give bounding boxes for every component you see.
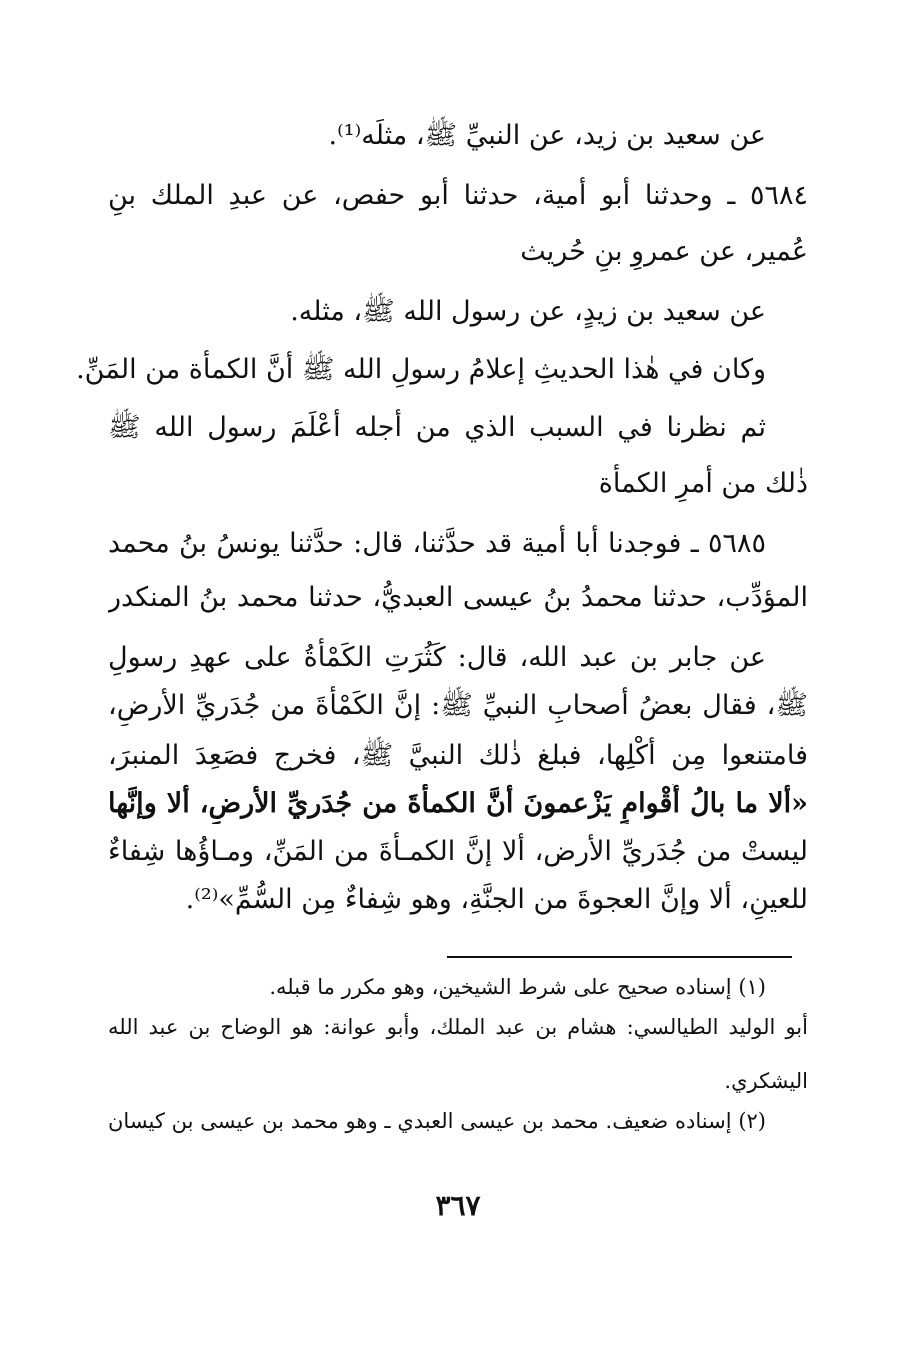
hadith-text-line-4: «ألا ما بالُ أَقْوامٍ يَزْعمونَ أنَّ الكمأةَ من جُدَريِّ الأرضِ، ألا وإنَّها [108,788,808,819]
text-line-7: ذٰلك من أمرِ الكمأة [598,468,808,499]
text-line-4: عن سعيد بن زيدٍ، عن رسول الله ﷺ، مثله. [290,296,766,327]
hadith-text-line-1: عن جابر بن عبد الله، قال: كَثُرَتِ الكَمْأةُ على عهدِ رسولِ [108,642,766,673]
footnote-separator [447,956,792,958]
footnote-1-continued: أبو الوليد الطيالسي: هشام بن عبد الملك، وأبو عوانة: هو الوضاح بن عبد الله [108,1015,808,1039]
hadith-5685-line-1: ٥٦٨٥ ـ فوجدنا أبا أمية قد حدَّثنا، قال: حدَّثنا يونسُ بنُ محمد [108,528,766,559]
hadith-text-line-6: للعينِ، ألا وإنَّ العجوةَ من الجنَّةِ، وهو شِفاءٌ مِن السُّمِّ»⁽²⁾. [185,884,808,915]
hadith-5684-line-2: عُمير، عن عمروِ بنِ حُريث [520,236,808,267]
hadith-text-line-5: ليستْ من جُدَريِّ الأرض، ألا إنَّ الكمـأةَ من المَنِّ، ومـاؤُها شِفاءٌ [108,836,808,867]
hadith-text-line-2: ﷺ، فقال بعضُ أصحابِ النبيِّ ﷺ: إنَّ الكَمْأةَ من جُدَريِّ الأرضِ، [108,690,808,721]
text-line-1: عن سعيد بن زيد، عن النبيِّ ﷺ، مثلَه⁽¹⁾. [328,120,766,151]
hadith-text-line-3: فامتنعوا مِن أَكْلِها، فبلغ ذٰلك النبيَّ ﷺ، فخرج فصَعِدَ المنبرَ، [108,740,808,771]
footnote-1: (١) إسناده صحيح على شرط الشيخين، وهو مكرر ما قبله. [269,975,766,999]
hadith-5685-line-2: المؤدِّب، حدثنا محمدُ بنُ عيسى العبديُّ، حدثنا محمد بنُ المنكدر [108,582,808,613]
hadith-5684-line-1: ٥٦٨٤ ـ وحدثنا أبو أمية، حدثنا أبو حفص، عن عبدِ الملك بنِ [108,180,808,211]
footnote-1-end: اليشكري. [724,1069,808,1093]
page-number: ٣٦٧ [435,1189,481,1222]
footnote-2: (٢) إسناده ضعيف. محمد بن عيسى العبدي ـ وهو محمد بن عيسى بن كيسان [108,1109,766,1133]
text-line-6: ثم نظرنا في السبب الذي من أجله أَعْلَمَ رسول الله ﷺ [108,412,766,443]
text-line-5: وكان في هٰذا الحديثِ إعلامُ رسولِ الله ﷺ أنَّ الكمأة من المَنِّ. [76,354,766,385]
